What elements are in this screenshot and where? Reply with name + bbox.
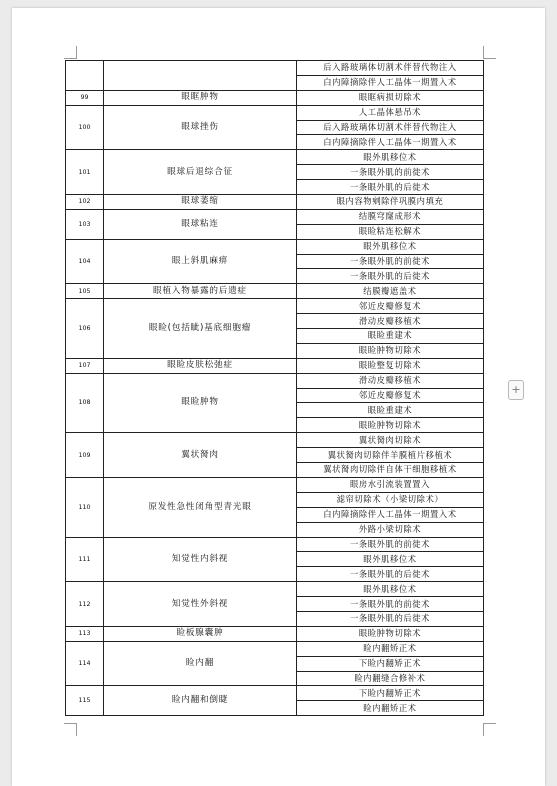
disease-name-cell: 眼睑(包括眦)基底细胞瘤	[104, 299, 297, 359]
procedure-cell: 邻近皮瓣修复术	[297, 299, 484, 314]
procedure-cell: 眼睑粘连松解术	[297, 224, 484, 239]
procedure-cell: 人工晶体悬吊术	[297, 105, 484, 120]
procedure-cell: 一条眼外肌的后徙术	[297, 269, 484, 284]
procedure-cell: 睑内翻缝合修补术	[297, 671, 484, 686]
disease-name-cell	[104, 61, 297, 91]
table-row	[66, 239, 484, 254]
procedure-cell: 一条眼外肌的前徙术	[297, 597, 484, 612]
row-number-cell	[66, 61, 104, 91]
disease-name-cell: 知觉性外斜视	[104, 582, 297, 627]
procedure-cell: 眼外肌移位术	[297, 582, 484, 597]
procedure-cell: 一条眼外肌的后徙术	[297, 611, 484, 626]
disease-name-cell: 知觉性内斜视	[104, 537, 297, 582]
table-row	[66, 582, 484, 597]
table-row	[66, 641, 484, 656]
table-row	[66, 90, 484, 105]
procedure-cell: 眼睑肿物切除术	[297, 626, 484, 641]
procedure-cell: 滑动皮瓣移植术	[297, 373, 484, 388]
table-row	[66, 61, 484, 76]
disease-name-cell: 眼植入物暴露的后遗症	[104, 284, 297, 299]
procedure-cell: 结膜瓣遮盖术	[297, 284, 484, 299]
disease-name-cell: 眼球挫伤	[104, 105, 297, 150]
table-row	[66, 284, 484, 299]
disease-name-cell: 眼上斜肌麻痹	[104, 239, 297, 284]
row-number-cell: 104	[66, 239, 104, 284]
row-number-cell: 100	[66, 105, 104, 150]
table-row	[66, 195, 484, 210]
procedure-cell: 邻近皮瓣修复术	[297, 388, 484, 403]
procedure-cell: 睑内翻矫正术	[297, 641, 484, 656]
table-row	[66, 477, 484, 492]
procedure-cell: 后入路玻璃体切割术伴替代物注入	[297, 61, 484, 76]
crop-mark-top-right-h	[483, 58, 496, 59]
table-row	[66, 150, 484, 165]
disease-name-cell: 翼状胬肉	[104, 433, 297, 478]
disease-name-cell: 眼球萎缩	[104, 195, 297, 210]
row-number-cell: 105	[66, 284, 104, 299]
expand-panel-button[interactable]: +	[508, 380, 524, 400]
procedure-cell: 眼睑肿物切除术	[297, 418, 484, 433]
table-row	[66, 209, 484, 224]
procedure-cell: 翼状胬肉切除术	[297, 433, 484, 448]
procedure-cell: 滑动皮瓣移植术	[297, 314, 484, 329]
procedure-cell: 眼内容物剜除伴巩膜内填充	[297, 195, 484, 210]
table-row	[66, 373, 484, 388]
row-number-cell: 102	[66, 195, 104, 210]
row-number-cell: 115	[66, 686, 104, 716]
procedure-cell: 眼外肌移位术	[297, 239, 484, 254]
procedure-cell: 外路小梁切除术	[297, 522, 484, 537]
procedure-cell: 下睑内翻矫正术	[297, 656, 484, 671]
procedure-cell: 滤帘切除术（小梁切除术）	[297, 492, 484, 507]
row-number-cell: 101	[66, 150, 104, 195]
disease-name-cell: 睑内翻	[104, 641, 297, 686]
row-number-cell: 107	[66, 358, 104, 373]
disease-name-cell: 原发性急性闭角型青光眼	[104, 477, 297, 537]
procedure-cell: 一条眼外肌的前徙术	[297, 254, 484, 269]
crop-mark-top-right-v	[483, 46, 484, 59]
disease-name-cell: 睑板腺囊肿	[104, 626, 297, 641]
procedure-cell: 眼睑重建术	[297, 403, 484, 418]
procedure-cell: 眼外肌移位术	[297, 150, 484, 165]
procedure-cell: 眼睑整复切除术	[297, 358, 484, 373]
procedure-cell: 一条眼外肌的后徙术	[297, 180, 484, 195]
table-row	[66, 358, 484, 373]
procedure-cell: 眼睑重建术	[297, 329, 484, 344]
crop-mark-bottom-right-v	[483, 723, 484, 736]
procedure-cell: 一条眼外肌的前徙术	[297, 165, 484, 180]
row-number-cell: 112	[66, 582, 104, 627]
procedure-cell: 眼睑肿物切除术	[297, 343, 484, 358]
crop-mark-bottom-right-h	[483, 723, 496, 724]
procedure-cell: 眼眶病损切除术	[297, 90, 484, 105]
disease-name-cell: 眼球粘连	[104, 209, 297, 239]
row-number-cell: 108	[66, 373, 104, 433]
procedure-cell: 下睑内翻矫正术	[297, 686, 484, 701]
procedure-cell: 翼状胬肉切除伴羊膜植片移植术	[297, 448, 484, 463]
table-row	[66, 433, 484, 448]
disease-name-cell: 眼眶肿物	[104, 90, 297, 105]
table-row	[66, 299, 484, 314]
row-number-cell: 106	[66, 299, 104, 359]
disease-name-cell: 眼球后退综合征	[104, 150, 297, 195]
row-number-cell: 113	[66, 626, 104, 641]
procedure-cell: 一条眼外肌的后徙术	[297, 567, 484, 582]
crop-mark-bottom-left-v	[76, 723, 77, 736]
procedure-cell: 翼状胬肉切除伴自体干细胞移植术	[297, 463, 484, 478]
procedure-cell: 一条眼外肌的前徙术	[297, 537, 484, 552]
procedure-cell: 后入路玻璃体切割术伴替代物注入	[297, 120, 484, 135]
row-number-cell: 114	[66, 641, 104, 686]
disease-name-cell: 睑内翻和倒睫	[104, 686, 297, 716]
procedure-cell: 白内障摘除伴人工晶体一期置入术	[297, 135, 484, 150]
procedure-cell: 眼房水引流装置置入	[297, 477, 484, 492]
disease-name-cell: 眼睑肿物	[104, 373, 297, 433]
table-row	[66, 537, 484, 552]
row-number-cell: 103	[66, 209, 104, 239]
row-number-cell: 111	[66, 537, 104, 582]
table-row	[66, 105, 484, 120]
procedure-cell: 白内障摘除伴人工晶体一期置入术	[297, 75, 484, 90]
row-number-cell: 109	[66, 433, 104, 478]
row-number-cell: 110	[66, 477, 104, 537]
disease-name-cell: 眼睑皮肤松弛症	[104, 358, 297, 373]
crop-mark-top-left-v	[76, 46, 77, 59]
procedure-table	[65, 60, 484, 716]
table-row	[66, 626, 484, 641]
table-row	[66, 686, 484, 701]
procedure-cell: 眼外肌移位术	[297, 552, 484, 567]
procedure-cell: 白内障摘除伴人工晶体一期置入术	[297, 507, 484, 522]
row-number-cell: 99	[66, 90, 104, 105]
procedure-cell: 睑内翻矫正术	[297, 701, 484, 716]
procedure-cell: 结膜穹窿成形术	[297, 209, 484, 224]
